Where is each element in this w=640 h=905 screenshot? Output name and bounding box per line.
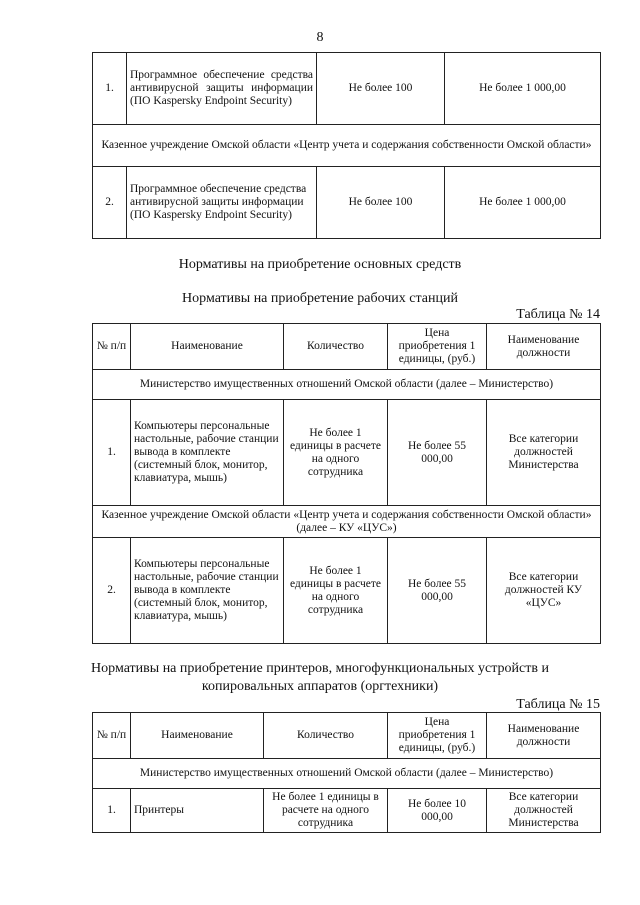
item-quantity: Не более 100: [317, 167, 445, 239]
table-row: [93, 167, 601, 239]
table-row: [93, 789, 601, 833]
item-position: Все категории должностей Министерства: [487, 789, 601, 833]
header-position: Наименование должности: [487, 713, 601, 759]
section-row: [93, 125, 601, 167]
header-price: Цена приобретения 1 единицы, (руб.): [388, 713, 487, 759]
section-title: Министерство имущественных отношений Омской области (далее – Министерство): [93, 759, 601, 789]
row-number: 1.: [93, 400, 131, 506]
item-price: Не более 1 000,00: [445, 53, 601, 125]
section-title: Казенное учреждение Омской области «Центр учета и содержания собственности Омской области» (далее – КУ «ЦУС»): [93, 506, 601, 538]
table-15-label: Таблица № 15: [516, 697, 600, 712]
heading-main: Нормативы на приобретение основных средств: [178, 257, 462, 272]
table-header-row: [93, 324, 601, 370]
heading-printers: Нормативы на приобретение принтеров, многофункциональных устройств и копировальных аппаратов (оргтехники): [91, 661, 549, 694]
table-14-label: Таблица № 14: [516, 307, 600, 322]
item-price: Не более 1 000,00: [445, 167, 601, 239]
item-price: Не более 55 000,00: [388, 538, 487, 644]
header-name: Наименование: [131, 713, 264, 759]
heading-workstations: Нормативы на приобретение рабочих станций: [182, 291, 458, 306]
section-title: Министерство имущественных отношений Омской области (далее – Министерство): [93, 370, 601, 400]
header-quantity: Количество: [284, 324, 388, 370]
item-position: Все категории должностей Министерства: [487, 400, 601, 506]
header-number: № п/п: [93, 713, 131, 759]
header-price: Цена приобретения 1 единицы, (руб.): [388, 324, 487, 370]
item-quantity: Не более 100: [317, 53, 445, 125]
item-name: Компьютеры персональные настольные, рабочие станции вывода в комплекте (системный блок, монитор, клавиатура, мышь): [131, 400, 284, 506]
table-row: [93, 538, 601, 644]
table-continued: [92, 52, 601, 239]
table-row: [93, 400, 601, 506]
row-number: 2.: [93, 538, 131, 644]
item-name: Компьютеры персональные настольные, рабочие станции вывода в комплекте (системный блок, монитор, клавиатура, мышь): [131, 538, 284, 644]
item-name: Программное обеспечение средства антивирусной защиты информации (ПО Kaspersky Endpoint Security): [127, 167, 317, 239]
item-quantity: Не более 1 единицы в расчете на одного сотрудника: [264, 789, 388, 833]
row-number: 2.: [93, 167, 127, 239]
header-name: Наименование: [131, 324, 284, 370]
item-name: Программное обеспечение средства антивирусной защиты информации (ПО Kaspersky Endpoint Security): [127, 53, 317, 125]
section-row: [93, 506, 601, 538]
row-number: 1.: [93, 53, 127, 125]
item-price: Не более 55 000,00: [388, 400, 487, 506]
section-title: Казенное учреждение Омской области «Центр учета и содержания собственности Омской области»: [93, 125, 601, 167]
item-price: Не более 10 000,00: [388, 789, 487, 833]
header-quantity: Количество: [264, 713, 388, 759]
item-position: Все категории должностей КУ «ЦУС»: [487, 538, 601, 644]
table-row: [93, 53, 601, 125]
item-quantity: Не более 1 единицы в расчете на одного сотрудника: [284, 538, 388, 644]
item-name: Принтеры: [131, 789, 264, 833]
header-number: № п/п: [93, 324, 131, 370]
section-row: [93, 370, 601, 400]
row-number: 1.: [93, 789, 131, 833]
item-quantity: Не более 1 единицы в расчете на одного сотрудника: [284, 400, 388, 506]
table-header-row: [93, 713, 601, 759]
section-row: [93, 759, 601, 789]
table-14: [92, 323, 601, 644]
page-number: 8: [316, 30, 324, 45]
table-15: [92, 712, 601, 833]
header-position: Наименование должности: [487, 324, 601, 370]
